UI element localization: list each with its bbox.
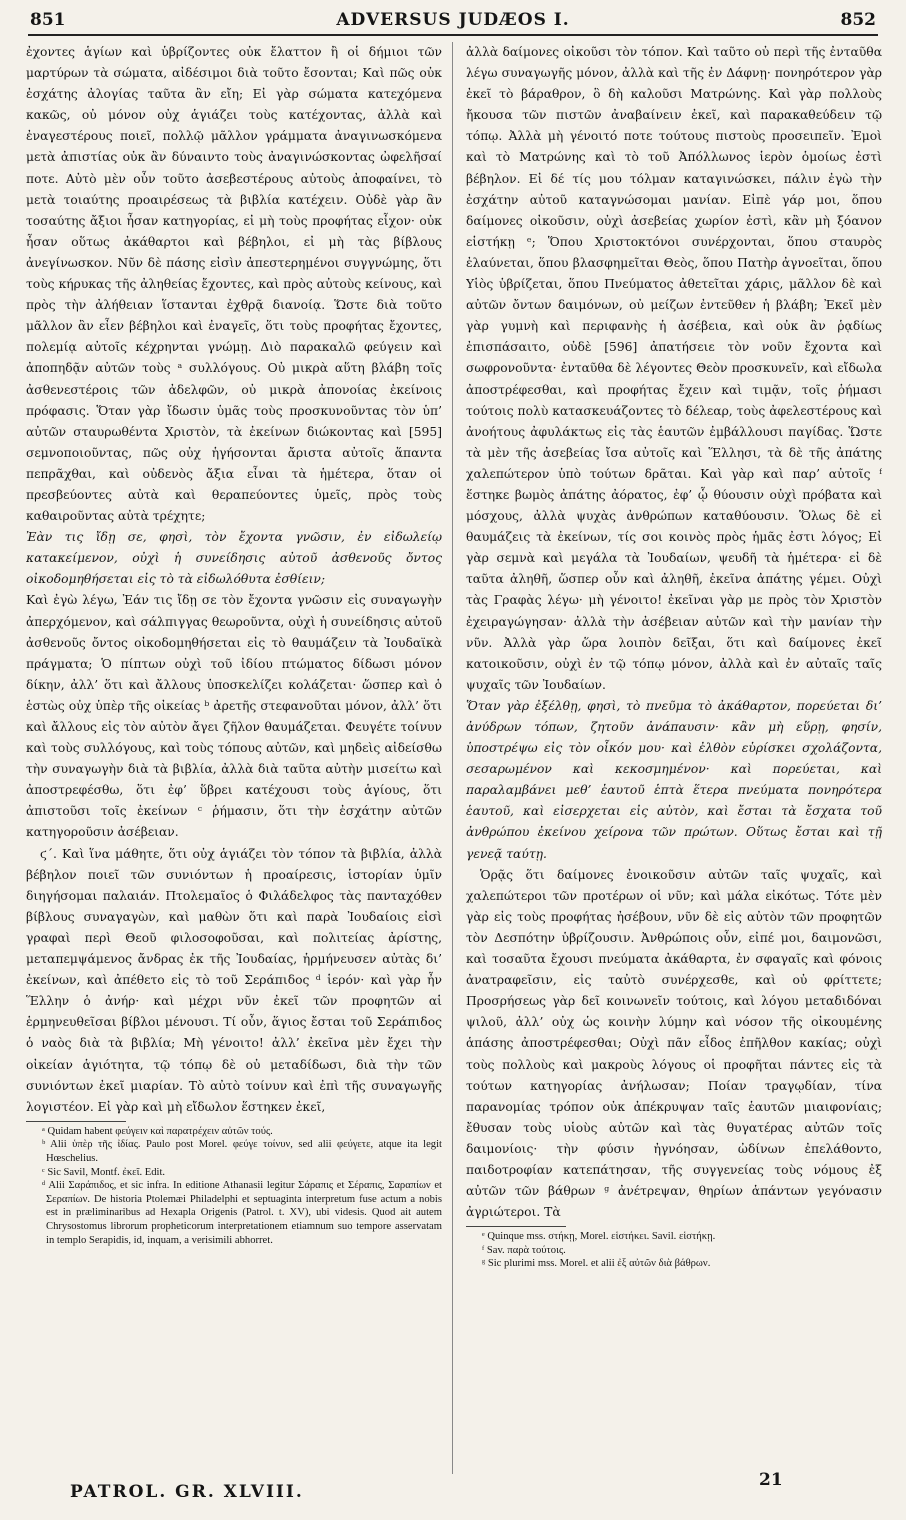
footnotes-right <box>466 1230 882 1271</box>
header-rule <box>28 34 878 36</box>
paragraph: Ὁρᾷς ὅτι δαίμονες ἐνοικοῦσιν αὐτῶν ταῖς ψυχαῖς, καὶ χαλεπώτεροι τῶν προτέρων οἱ νῦν; καὶ μάλα εἰκότως. Τότε μὲν γὰρ εἰς τοὺς προφήτας ἠσέβουν, νῦν δὲ εἰς αὐτὸν τῶν προφητῶν τὸν Δεσπότην ὑβρίζουσιν. Ἀνθρώποις οὖν, εἰπέ μοι, δαιμονῶσι, καὶ τοσαῦτα ἔχουσι πνεύματα ἀκάθαρτα, ἐν σφαγαῖς καὶ φόνοις ἀνατραφεῖσιν, εἰς ταὐτὸ συνέρχεσθε, καὶ οὐ φρίττετε; Προσρήσεως γὰρ δεῖ κοινωνεῖν τούτοις, καὶ λόγου μεταδιδόναι ψιλοῦ, ἀλλ’ οὐχ ὡς κοινὴν λύμην καὶ νόσον τῆς οἰκουμένης ἁπάσης ἀποστρέφεσθαι; Οὐχὶ πᾶν εἶδος ἐπῆλθον κακίας; οὐχὶ τοὺς πολλοὺς καὶ μακροὺς λόγους οἱ προφῆται πάντες εἰς τὰ τούτων κατηγορίας ἀνήλωσαν; Ποίαν τραγῳδίαν, τίνα παρανομίας τρόπον οὐκ ἀπέκρυψαν ταῖς ἑαυτῶν μιαιφονίαις; ἔθυσαν τοὺς υἱοὺς αὐτῶν καὶ τὰς θυγατέρας αὐτῶν τοῖς δαιμονίοις· τὴν φύσιν ἠγνόησαν, ὠδίνων ἐπελάθοντο, παιδοτροφίαν κατεπάτησαν, τῆς συγγενείας τοὺς νόμους ἐξ αὐτῶν τῶν βάθρων ᵍ ἀνέτρεψαν, θηρίων ἁπάντων γεγόνασιν ἀγριώτεροι. Τὰ <box>466 867 882 1220</box>
footnote-rule <box>26 1121 126 1122</box>
scripture-quote: Ὅταν γὰρ ἐξέλθῃ, φησὶ, τὸ πνεῦμα τὸ ἀκάθαρτον, πορεύεται δι’ ἀνύδρων τόπων, ζητοῦν ἀνάπαυσιν· κἂν μὴ εὕρῃ, φησίν, ὑποστρέψω εἰς τὸν οἶκόν μου· καὶ ἐλθὸν εὑρίσκει σχολάζοντα, σεσαρωμένον καὶ κεκοσμημένον· καὶ πορεύεται, καὶ παραλαμβάνει μεθ’ ἑαυτοῦ ἑπτὰ ἕτερα πνεύματα πονηρότερα ἑαυτοῦ, καὶ εἰσερχεται εἰς αὐτὸν, καὶ ἔσται τὰ ἔσχατα τοῦ ἀνθρώπου ἐκείνου χείρονα τῶν πρώτων. Οὕτως ἔσται καὶ τῇ γενεᾷ ταύτῃ. <box>466 698 882 861</box>
page-number-right: 852 <box>840 10 876 30</box>
sheet-number: 21 <box>759 1470 783 1490</box>
left-column <box>26 42 442 1472</box>
running-title: ADVERSUS JUDÆOS I. <box>336 10 570 30</box>
paragraph: Καὶ ἐγὼ λέγω, Ἐάν τις ἴδῃ σε τὸν ἔχοντα γνῶσιν εἰς συναγωγὴν ἀπερχόμενον, καὶ σάλπιγγας θεωροῦντα, οὐχὶ ἡ συνείδησις αὐτοῦ ἀσθενοῦς ὄντος οἰκοδομηθήσεται εἰς τὸ θαυμάζειν τὰ Ἰουδαϊκὰ πράγματα; Ὁ πίπτων οὐχὶ τοῦ ἰδίου πτώματος δίδωσι μόνον δίκην, ἀλλ’ ὅτι καὶ ἄλλους ὑποσκελίζει κολάζεται· ὥσπερ καὶ ὁ ἑστὼς οὐχ ὑπὲρ τῆς οἰκείας ᵇ ἀρετῆς στεφανοῦται μόνον, ἀλλ’ ὅτι καὶ ἄλλους εἰς τὸν αὐτὸν ἄγει ζῆλον θαυμάζεται. Φευγέτε τοίνυν καὶ τοὺς συλλόγους, καὶ τοὺς τόπους αὐτῶν, καὶ μηδεὶς αἰδείσθω τὴν συναγωγὴν διὰ τὰ βιβλία, ἀλλὰ διὰ ταῦτα αὐτὴν μισείτω καὶ ἀποστρεφέσθω, ὅτι ἐφ’ ὕβρει κατέχουσι τοὺς ἁγίους, ὅτι ἀπιστοῦσι τοῖς ἐκείνων ᶜ ῥήμασιν, ὅτι τὴν ἐσχάτην αὐτῶν κατηγοροῦσιν ἀσέβειαν. <box>26 593 442 840</box>
footnote: ᵉ Quinque mss. στήκῃ, Morel. εἱστήκει. Savil. εἱστήκῃ. <box>482 1231 716 1243</box>
footnote: ᵍ Sic plurimi mss. Morel. et alii ἐξ αὐτῶν διὰ βάθρων. <box>482 1258 711 1270</box>
footnote: ᶠ Sav. παρὰ τούτοις. <box>482 1244 566 1256</box>
footnote: ᵃ Quidam habent φεύγειν καὶ παρατρέχειν αὐτῶν τούς. <box>42 1125 273 1137</box>
column-divider <box>452 42 453 1474</box>
running-head <box>30 10 876 36</box>
page-number-left: 851 <box>30 10 66 30</box>
paragraph: ἐχοντες ἁγίων καὶ ὑβρίζοντες οὐκ ἔλαττον ἢ οἱ δήμιοι τῶν μαρτύρων τὰ σώματα, αἰδέσιμοι διὰ τοῦτο ἔσονται; Καὶ πῶς οὐκ ἐσχάτης ἀλογίας ταῦτα ἂν εἴη; Εἰ γὰρ σώματα κατεχόμενα κακῶς, οὐ μόνον οὐχ ἁγιάζει τοὺς κατέχοντας, ἀλλὰ καὶ ἐναγεστέρους ποιεῖ, πολλῷ μᾶλλον γράμματα ἀναγινωσκόμενα μετὰ ἀπιστίας οὐκ ἂν δύναιντο τοὺς ἀναγινώσκοντας ὠφελῆσαί ποτε. Αὐτὸ μὲν οὖν τοῦτο ἀσεβεστέρους αὐτοὺς ἀποφαίνει, τὸ μετὰ τοιαύτης προαιρέσεως τὰ βιβλία κατέχειν. Οὐδὲ γὰρ ἂν τοσαύτης ἄξιοι ἦσαν κατηγορίας, εἰ μὴ τοὺς προφήτας εἶχον· οὐκ ἦσαν οὕτως ἀκάθαρτοι καὶ βέβηλοι, εἰ μὴ τὰς βίβλους ἀνεγίνωσκον. Νῦν δὲ πάσης εἰσὶν ἀπεστερημένοι συγγνώμης, ὅτι τοὺς κήρυκας τῆς ἀληθείας ἔχοντες, καὶ πρὸς αὐτοὺς κείνους, καὶ πρὸς τὴν ἀλήθειαν ἵστανται ἐχθρᾷ διανοίᾳ. Ὥστε διὰ τοῦτο μᾶλλον ἂν εἶεν βέβηλοι καὶ ἐναγεῖς, ὅτι τοὺς προφήτας ἔχοντες, πολεμίᾳ αὐτοῖς κέχρηνται γνώμῃ. Διὸ παρακαλῶ φεύγειν καὶ ἀποπηδᾷν αὐτῶν τοὺς ᵃ συλλόγους. Οὐ μικρὰ αὕτη βλάβη τοῖς ἀσθενεστέροις τῶν ἀδελφῶν, οὐ μικρὰ ἀπονοίας ἐκείνοις πρόφασις. Ὅταν γὰρ ἴδωσιν ὑμᾶς τοὺς προσκυνοῦντας τὸν ὑπ’ αὐτῶν σταυρωθέντα Χριστὸν, τὰ ἐκείνων διώκοντας καὶ [595] σεμνοποιοῦντας, πῶς οὐχ ἡγήσονται ἄριστα αὐτοῖς ἅπαντα πεπρᾶχθαι, καὶ οὐδενὸς ἄξια εἶναι τὰ ἡμέτερα, ὅταν οἱ πρεσβεύοντες αὐτὰ καὶ θεραπεύοντες ὑμεῖς, πρὸς τοὺς καθαιροῦντας αὐτὰ τρέχητε; <box>26 45 442 524</box>
footnotes-left <box>26 1125 442 1247</box>
section-paragraph: ϛ΄. Καὶ ἵνα μάθητε, ὅτι οὐχ ἁγιάζει τὸν τόπον τὰ βιβλία, ἀλλὰ βέβηλον ποιεῖ τῶν συνιόντων ἡ προαίρεσις, ἱστορίαν ὑμῖν διηγήσομαι παλαιάν. Πτολεμαῖος ὁ Φιλάδελφος τὰς πανταχόθεν βίβλους συναγαγὼν, καὶ μαθὼν ὅτι καὶ παρὰ Ἰουδαίοις εἰσὶ γραφαὶ περὶ Θεοῦ φιλοσοφοῦσαι, καὶ πολιτείας ἀρίστης, μεταπεμψάμενος ἄνδρας ἐκ τῆς Ἰουδαίας, ἡρμήνευσεν αὐτὰς δι’ ἐκείνων, καὶ ἀπέθετο εἰς τὸ τοῦ Σεράπιδος ᵈ ἱερόν· καὶ γὰρ ἦν Ἕλλην ὁ ἀνήρ· καὶ μέχρι νῦν ἐκεῖ τῶν προφητῶν αἱ ἑρμηνευθεῖσαι βίβλοι μένουσι. Τί οὖν, ἅγιος ἔσται τοῦ Σεράπιδος ὁ ναὸς διὰ τὰ βιβλία; Μὴ γένοιτο! ἀλλ’ ἐκεῖνα μὲν ἔχει τὴν οἰκείαν ἁγιότητα, τῷ τόπῳ δὲ οὐ μεταδίδωσι, διὰ τὴν τῶν συνιόντων ἐκεῖ μιαρίαν. Τὸ αὐτὸ τοίνυν καὶ ἐπὶ τῆς συναγωγῆς λογιστέον. Εἰ γὰρ καὶ μὴ εἴδωλον ἕστηκεν ἐκεῖ, <box>26 846 442 1114</box>
footnote: ᵈ Alii Σαράπιδος, et sic infra. In editione Athanasii legitur Σάραπις et Σέραπις, Σαραπίων et Σεραπίων. De historia Ptolemæi Philadelphi et septuaginta interpretum fuse actum a nobis est in præliminaribus ad Hexapla Origenis (Patrol. t. XV), ubi videsis. Quod ait autem Chrysostomus librorum propheticorum interpretationem etiamnum suo tempore asservatam in templo Serapidis, id, inquam, a verisimili abhorret. <box>42 1180 442 1246</box>
footnote-rule <box>466 1226 566 1227</box>
paragraph: ἀλλὰ δαίμονες οἰκοῦσι τὸν τόπον. Καὶ ταῦτο οὐ περὶ τῆς ἐνταῦθα λέγω συναγωγῆς μόνον, ἀλλὰ καὶ τῆς ἐν Δάφνῃ· πονηρότερον γὰρ ἐκεῖ τὸ βάραθρον, ὃ δὴ καλοῦσι Ματρώνης. Καὶ γὰρ πολλοὺς ἤκουσα τῶν πιστῶν ἀναβαίνειν ἐκεῖ, καὶ παρακαθεύδειν τῷ τόπῳ. Ἀλλὰ μὴ γένοιτό ποτε τούτους πιστοὺς προσειπεῖν. Ἐμοὶ καὶ τὸ Ματρώνης καὶ τὸ τοῦ Ἀπόλλωνος ἱερὸν ὁμοίως ἐστὶ βέβηλον. Εἰ δέ τίς μου τόλμαν καταγινώσκει, πάλιν ἐγὼ τὴν ἐσχάτην αὐτοῦ καταγνώσομαι μανίαν. Εἰπὲ γάρ μοι, ὅπου δαίμονες οἰκοῦσιν, οὐχὶ ἀσεβείας χωρίον ἐστὶ, κἂν μὴ ξόανον εἱστήκῃ ᵉ; Ὅπου Χριστοκτόνοι συνέρχονται, ὅπου σταυρὸς ἐλαύνεται, ὅπου βλασφημεῖται Θεὸς, ὅπου Πατὴρ ἀγνοεῖται, ὅπου Υἱὸς ὑβρίζεται, ὅπου Πνεύματος ἀθετεῖται χάρις, μᾶλλον δὲ καὶ αὐτῶν ὄντων δαιμόνων, οὐ μείζων ἐντεῦθεν ἡ βλάβη; Ἐκεῖ μὲν γὰρ γυμνὴ καὶ περιφανὴς ἡ ἀσέβεια, καὶ οὐκ ἂν ῥᾳδίως ἐπισπάσαιτο, οὐδὲ [596] ἀπατήσειε τὸν νοῦν ἔχοντα καὶ σωφρονοῦντα· ἐνταῦθα δὲ λέγοντες Θεὸν προσκυνεῖν, καὶ εἴδωλα ἀποστρέφεσθαι, καὶ προφήτας ἔχειν καὶ τιμᾷν, τοῖς ῥήμασι τούτοις πολὺ κατασκευάζοντες τὸ δέλεαρ, τοὺς ἀφελεστέρους καὶ ἀνοήτους ἀφυλάκτως εἰς τὰς ἑαυτῶν ἐμβάλλουσι παγίδας. Ὥστε τὰ μὲν τῆς ἀσεβείας ἴσα αὐτοῖς καὶ Ἕλλησι, τὰ δὲ τῆς ἀπάτης χαλεπώτερον ὑπὸ τούτων δρᾶται. Καὶ γὰρ καὶ παρ’ αὐτοῖς ᶠ ἕστηκε βωμὸς ἀπάτης ἀόρατος, ἐφ’ ᾧ θύουσιν οὐχὶ πρόβατα καὶ μόσχους, ἀλλὰ ψυχὰς ἀνθρώπων καταθύουσιν. Ὅλως δὲ εἰ θαυμάζεις τὰ ἐκείνων, τίς σοι κοινὸς πρὸς ἡμᾶς ἐστι λόγος; Εἰ γὰρ σεμνὰ καὶ μεγάλα τὰ Ἰουδαίων, ψευδῆ τὰ ἡμέτερα· εἰ δὲ ταῦτα ἀληθῆ, ὥσπερ οὖν καὶ ἀληθῆ, ἐκεῖνα ἀπάτης γέμει. Οὐχὶ τὰς Γραφὰς λέγω· μὴ γένοιτο! ἐκεῖναι γὰρ με πρὸς τὸν Χριστὸν ἐχειραγώγησαν· ἀλλὰ τὴν ἀσέβειαν αὐτῶν καὶ τὴν μανίαν τὴν νῦν. Ἀλλὰ γὰρ ὥρα λοιπὸν δεῖξαι, ὅτι καὶ δαίμονες ἐκεῖ κατοικοῦσιν, οὐχὶ ἐν τῷ τόπῳ μόνον, ἀλλὰ καὶ ἐν αὐταῖς ταῖς ψυχαῖς τῶν Ἰουδαίων. <box>466 45 882 692</box>
footnote: ᶜ Sic Savil, Montf. ἐκεῖ. Edit. <box>42 1166 166 1178</box>
right-column <box>466 42 882 1472</box>
printer-signature: PATROL. GR. XLVIII. <box>70 1482 304 1502</box>
footnote: ᵇ Alii ὑπὲρ τῆς ἰδίας. Paulo post Morel. φεύγε τοίνυν, sed alii φεύγετε, atque ita legit Hœschelius. <box>42 1139 442 1164</box>
scripture-quote: Ἐὰν τις ἴδῃ σε, φησὶ, τὸν ἔχοντα γνῶσιν, ἐν εἰδωλείῳ κατακείμενον, οὐχὶ ἡ συνείδησις αὐτοῦ ἀσθενοῦς ὄντος οἰκοδομηθήσεται εἰς τὸ τὰ εἰδωλόθυτα ἐσθίειν; <box>26 530 442 587</box>
